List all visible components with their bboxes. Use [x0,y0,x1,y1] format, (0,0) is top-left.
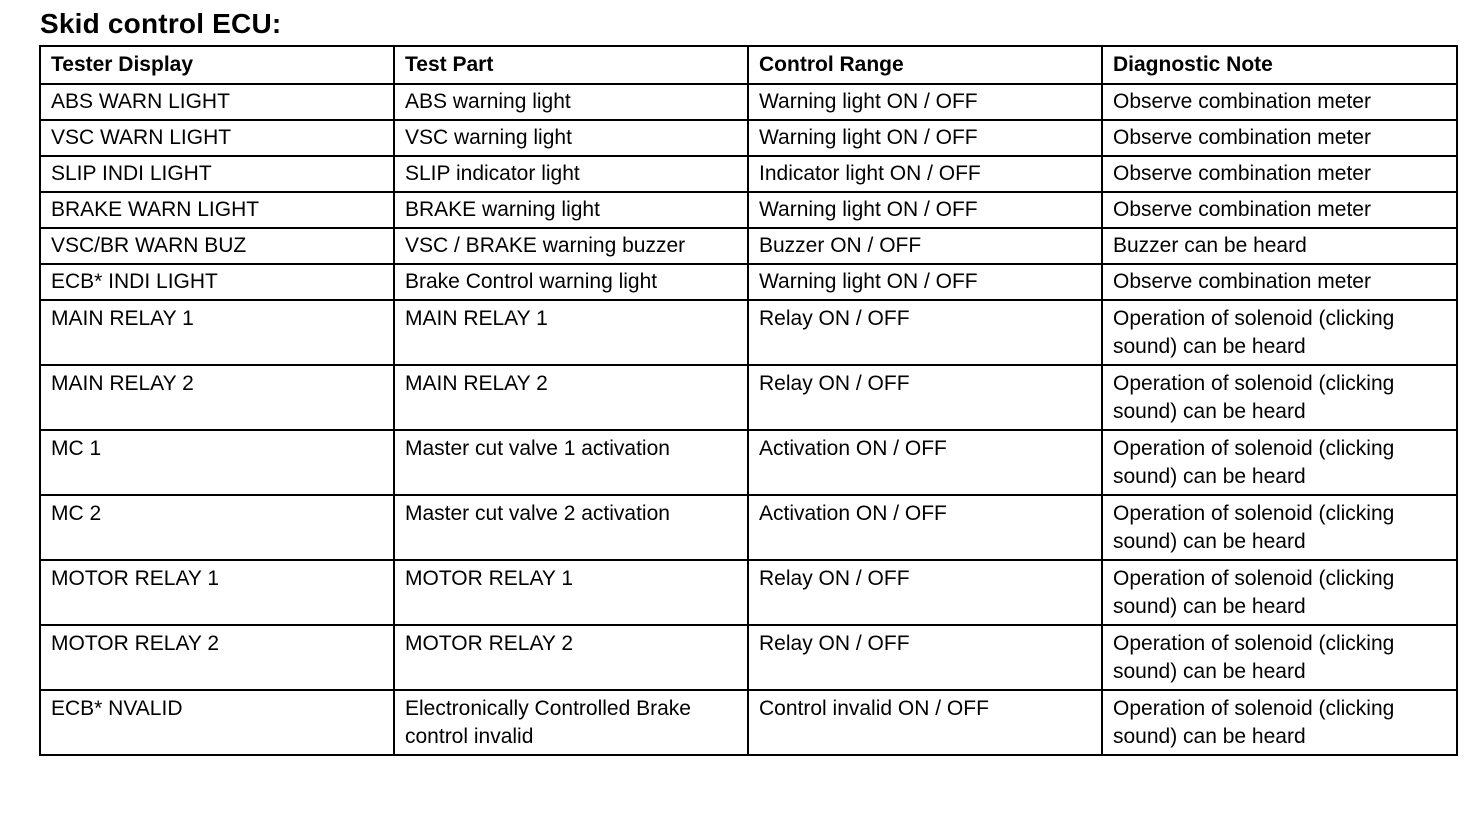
cell-test-part: Electronically Controlled Brake control invalid [394,690,748,755]
cell-tester-display: MAIN RELAY 2 [40,365,394,430]
table-row [40,228,1457,264]
header-test-part: Test Part [394,46,748,84]
table-row [40,156,1457,192]
cell-tester-display: MOTOR RELAY 1 [40,560,394,625]
table-row [40,625,1457,690]
cell-diagnostic-note: Operation of solenoid (clicking sound) can be heard [1102,690,1457,755]
cell-tester-display: ECB* NVALID [40,690,394,755]
header-tester-display: Tester Display [40,46,394,84]
cell-diagnostic-note: Observe combination meter [1102,84,1457,120]
cell-test-part: MAIN RELAY 1 [394,300,748,365]
cell-tester-display: ECB* INDI LIGHT [40,264,394,300]
cell-diagnostic-note: Observe combination meter [1102,192,1457,228]
cell-control-range: Warning light ON / OFF [748,120,1102,156]
table-header-row [40,46,1457,84]
cell-diagnostic-note: Operation of solenoid (clicking sound) can be heard [1102,495,1457,560]
cell-diagnostic-note: Observe combination meter [1102,120,1457,156]
cell-test-part: ABS warning light [394,84,748,120]
table-row [40,365,1457,430]
cell-diagnostic-note: Operation of solenoid (clicking sound) can be heard [1102,365,1457,430]
header-diagnostic-note: Diagnostic Note [1102,46,1457,84]
cell-control-range: Relay ON / OFF [748,560,1102,625]
cell-test-part: Master cut valve 2 activation [394,495,748,560]
cell-test-part: VSC warning light [394,120,748,156]
cell-control-range: Relay ON / OFF [748,625,1102,690]
cell-control-range: Warning light ON / OFF [748,84,1102,120]
cell-tester-display: VSC WARN LIGHT [40,120,394,156]
table-row [40,84,1457,120]
cell-test-part: BRAKE warning light [394,192,748,228]
cell-tester-display: MAIN RELAY 1 [40,300,394,365]
cell-diagnostic-note: Operation of solenoid (clicking sound) can be heard [1102,625,1457,690]
cell-diagnostic-note: Operation of solenoid (clicking sound) can be heard [1102,300,1457,365]
cell-tester-display: VSC/BR WARN BUZ [40,228,394,264]
cell-test-part: VSC / BRAKE warning buzzer [394,228,748,264]
cell-diagnostic-note: Observe combination meter [1102,156,1457,192]
cell-test-part: Master cut valve 1 activation [394,430,748,495]
active-test-table [39,45,1458,756]
cell-control-range: Warning light ON / OFF [748,264,1102,300]
cell-control-range: Relay ON / OFF [748,300,1102,365]
cell-diagnostic-note: Operation of solenoid (clicking sound) can be heard [1102,560,1457,625]
cell-tester-display: BRAKE WARN LIGHT [40,192,394,228]
cell-test-part: Brake Control warning light [394,264,748,300]
cell-control-range: Relay ON / OFF [748,365,1102,430]
header-control-range: Control Range [748,46,1102,84]
cell-test-part: SLIP indicator light [394,156,748,192]
cell-diagnostic-note: Buzzer can be heard [1102,228,1457,264]
cell-control-range: Warning light ON / OFF [748,192,1102,228]
table-row [40,300,1457,365]
cell-control-range: Control invalid ON / OFF [748,690,1102,755]
cell-test-part: MAIN RELAY 2 [394,365,748,430]
cell-test-part: MOTOR RELAY 2 [394,625,748,690]
cell-tester-display: MOTOR RELAY 2 [40,625,394,690]
cell-control-range: Indicator light ON / OFF [748,156,1102,192]
cell-diagnostic-note: Observe combination meter [1102,264,1457,300]
table-row [40,264,1457,300]
cell-tester-display: MC 1 [40,430,394,495]
cell-control-range: Activation ON / OFF [748,430,1102,495]
table-row [40,495,1457,560]
table-row [40,430,1457,495]
cell-control-range: Activation ON / OFF [748,495,1102,560]
table-row [40,192,1457,228]
table-row [40,690,1457,755]
cell-tester-display: SLIP INDI LIGHT [40,156,394,192]
cell-diagnostic-note: Operation of solenoid (clicking sound) can be heard [1102,430,1457,495]
table-row [40,120,1457,156]
cell-tester-display: MC 2 [40,495,394,560]
cell-test-part: MOTOR RELAY 1 [394,560,748,625]
cell-control-range: Buzzer ON / OFF [748,228,1102,264]
page-title: Skid control ECU: [40,8,282,39]
cell-tester-display: ABS WARN LIGHT [40,84,394,120]
table-row [40,560,1457,625]
